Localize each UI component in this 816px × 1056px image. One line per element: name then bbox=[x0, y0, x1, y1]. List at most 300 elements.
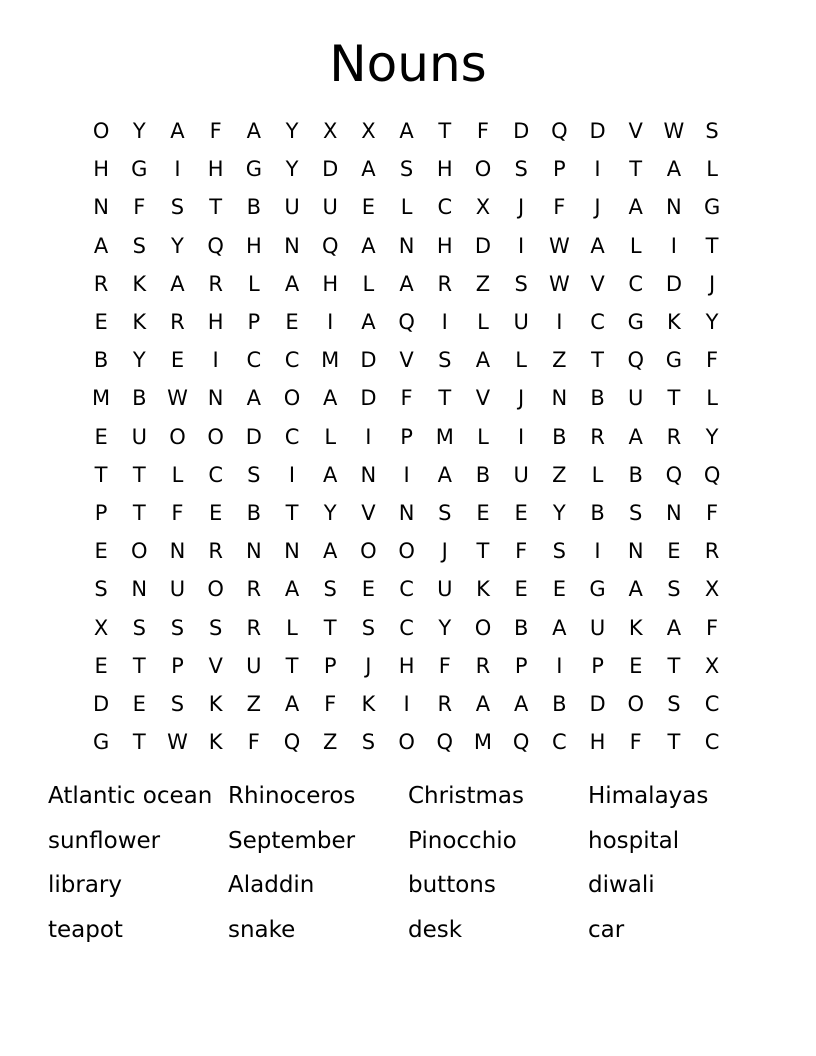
grid-letter: S bbox=[514, 157, 528, 182]
grid-letter: K bbox=[628, 615, 643, 640]
grid-letter: T bbox=[667, 653, 681, 678]
grid-letter: I bbox=[174, 157, 181, 182]
grid-letter: I bbox=[403, 691, 410, 716]
grid-letter: S bbox=[94, 577, 108, 602]
grid-letter: W bbox=[663, 119, 685, 144]
grid-letter: R bbox=[437, 271, 453, 296]
grid-letter: O bbox=[92, 119, 110, 144]
grid-letter: T bbox=[476, 539, 490, 564]
grid-letter: T bbox=[132, 500, 146, 525]
grid-letter: U bbox=[628, 386, 644, 411]
grid-letter: C bbox=[284, 424, 300, 449]
grid-letter: F bbox=[438, 653, 451, 678]
grid-letter: A bbox=[170, 119, 185, 144]
grid-letter: A bbox=[666, 157, 682, 182]
grid-letter: P bbox=[553, 157, 566, 182]
grid-letter: W bbox=[167, 386, 188, 411]
grid-letter: B bbox=[246, 500, 262, 525]
grid-letter: L bbox=[362, 271, 375, 296]
grid-letter: R bbox=[93, 271, 109, 296]
grid-letter: A bbox=[284, 691, 300, 716]
grid-letter: R bbox=[590, 424, 605, 449]
grid-letter: O bbox=[207, 577, 224, 602]
grid-letter: A bbox=[284, 271, 300, 296]
grid-letter: Y bbox=[285, 119, 299, 144]
grid-letter: E bbox=[94, 653, 108, 678]
grid-letter: E bbox=[94, 310, 108, 335]
grid-letter: C bbox=[246, 348, 262, 373]
grid-letter: S bbox=[132, 615, 146, 640]
grid-letter: T bbox=[629, 157, 643, 182]
grid-letter: M bbox=[92, 386, 111, 411]
grid-letter: Y bbox=[323, 500, 337, 525]
grid-letter: N bbox=[666, 195, 682, 220]
grid-letter: A bbox=[323, 386, 338, 411]
grid-letter: L bbox=[324, 424, 337, 449]
grid-letter: X bbox=[704, 577, 720, 602]
grid-letter: W bbox=[548, 233, 570, 258]
grid-letter: G bbox=[92, 730, 110, 755]
grid-letter: Q bbox=[703, 462, 721, 487]
grid-letter: G bbox=[665, 348, 683, 373]
grid-letter: F bbox=[706, 615, 719, 640]
grid-letter: F bbox=[706, 500, 719, 525]
grid-letter: I bbox=[594, 539, 601, 564]
grid-letter: E bbox=[361, 577, 376, 602]
grid-letter: Y bbox=[552, 500, 566, 525]
grid-letter: S bbox=[667, 577, 681, 602]
grid-letter: A bbox=[513, 691, 529, 716]
grid-letter: D bbox=[474, 233, 492, 258]
grid-letter: C bbox=[704, 730, 720, 755]
grid-letter: M bbox=[321, 348, 340, 373]
grid-letter: E bbox=[132, 691, 146, 716]
grid-letter: R bbox=[246, 577, 262, 602]
word-list-item: sunflower bbox=[48, 827, 161, 854]
grid-letter: I bbox=[327, 310, 334, 335]
grid-letter: H bbox=[589, 730, 606, 755]
grid-letter: P bbox=[94, 500, 108, 525]
grid-letter: N bbox=[666, 500, 682, 525]
grid-letter: B bbox=[590, 500, 605, 525]
grid-letter: N bbox=[245, 539, 262, 564]
grid-letter: U bbox=[437, 577, 453, 602]
grid-letter: V bbox=[208, 653, 223, 678]
grid-letter: X bbox=[323, 119, 338, 144]
grid-letter: P bbox=[591, 653, 604, 678]
grid-letter: G bbox=[131, 157, 148, 182]
grid-letter: G bbox=[703, 195, 721, 220]
grid-letter: O bbox=[360, 539, 377, 564]
word-list-item: snake bbox=[228, 917, 296, 944]
grid-letter: V bbox=[399, 348, 414, 373]
grid-letter: N bbox=[131, 577, 148, 602]
grid-letter: V bbox=[361, 500, 376, 525]
grid-letter: E bbox=[514, 500, 528, 525]
grid-letter: I bbox=[518, 233, 525, 258]
grid-letter: N bbox=[627, 539, 644, 564]
word-list-item: Himalayas bbox=[588, 783, 709, 809]
grid-letter: D bbox=[589, 119, 606, 144]
grid-letter: L bbox=[706, 386, 718, 411]
grid-letter: L bbox=[171, 462, 184, 487]
grid-letter: K bbox=[476, 577, 490, 602]
grid-letter: Y bbox=[132, 119, 146, 144]
grid-letter: P bbox=[171, 653, 184, 678]
word-list-item: buttons bbox=[408, 872, 496, 899]
grid-letter: D bbox=[360, 348, 377, 373]
grid-letter: S bbox=[323, 577, 337, 602]
grid-letter: D bbox=[93, 691, 110, 716]
grid-letter: G bbox=[627, 310, 644, 335]
grid-letter: I bbox=[594, 157, 601, 182]
grid-letter: L bbox=[400, 195, 413, 220]
grid-letter: E bbox=[170, 348, 185, 373]
grid-letter: Q bbox=[512, 730, 530, 755]
grid-letter: C bbox=[399, 577, 414, 602]
grid-letter: H bbox=[436, 233, 453, 258]
grid-letter: A bbox=[361, 233, 376, 258]
grid-letter: O bbox=[627, 691, 644, 716]
grid-letter: B bbox=[132, 386, 147, 411]
grid-letter: N bbox=[93, 195, 109, 220]
grid-letter: T bbox=[323, 615, 337, 640]
grid-letter: K bbox=[132, 310, 147, 335]
word-list-item: car bbox=[588, 917, 625, 944]
grid-letter: A bbox=[323, 539, 338, 564]
grid-letter: C bbox=[628, 271, 644, 296]
grid-letter: T bbox=[438, 119, 452, 144]
grid-letter: B bbox=[628, 462, 643, 487]
grid-letter: G bbox=[245, 157, 262, 182]
grid-letter: H bbox=[93, 157, 109, 182]
grid-letter: Q bbox=[436, 730, 454, 755]
grid-letter: N bbox=[284, 233, 300, 258]
grid-letter: X bbox=[475, 195, 491, 220]
grid-letter: B bbox=[513, 615, 529, 640]
grid-letter: N bbox=[169, 539, 186, 564]
word-list-item: Pinocchio bbox=[408, 827, 517, 854]
grid-letter: L bbox=[515, 348, 527, 373]
grid-letter: S bbox=[170, 691, 185, 716]
grid-letter: A bbox=[628, 424, 643, 449]
grid-letter: K bbox=[361, 691, 376, 716]
grid-letter: V bbox=[628, 119, 643, 144]
grid-letter: T bbox=[438, 386, 452, 411]
grid-letter: Z bbox=[246, 691, 262, 716]
grid-letter: W bbox=[167, 730, 188, 755]
word-list-item: desk bbox=[408, 917, 463, 944]
grid-letter: T bbox=[209, 195, 223, 220]
grid-letter: S bbox=[667, 691, 681, 716]
grid-letter: A bbox=[475, 691, 491, 716]
word-list bbox=[48, 774, 768, 953]
grid-letter: A bbox=[246, 386, 262, 411]
grid-letter: M bbox=[435, 424, 454, 449]
grid-letter: C bbox=[399, 615, 414, 640]
grid-letter: S bbox=[705, 119, 719, 144]
grid-letter: O bbox=[398, 539, 415, 564]
grid-letter: Q bbox=[283, 730, 301, 755]
grid-letter: H bbox=[322, 271, 339, 296]
grid-letter: F bbox=[553, 195, 566, 220]
grid-letter: E bbox=[94, 539, 108, 564]
grid-letter: U bbox=[169, 577, 186, 602]
grid-letter: A bbox=[361, 310, 376, 335]
grid-letter: A bbox=[475, 348, 491, 373]
grid-letter: D bbox=[322, 157, 339, 182]
grid-letter: O bbox=[169, 424, 186, 449]
grid-letter: E bbox=[285, 310, 299, 335]
grid-letter: A bbox=[399, 271, 414, 296]
grid-letter: R bbox=[208, 539, 223, 564]
grid-letter: L bbox=[247, 271, 260, 296]
grid-letter: F bbox=[476, 119, 490, 144]
grid-letter: L bbox=[629, 233, 642, 258]
grid-letter: R bbox=[666, 424, 682, 449]
grid-letter: Y bbox=[705, 424, 719, 449]
letter-grid bbox=[82, 112, 747, 761]
grid-letter: K bbox=[208, 691, 223, 716]
grid-letter: Z bbox=[323, 730, 338, 755]
grid-letter: O bbox=[398, 730, 415, 755]
grid-letter: A bbox=[399, 119, 414, 144]
grid-letter: E bbox=[667, 539, 681, 564]
grid-letter: E bbox=[209, 500, 223, 525]
grid-letter: Q bbox=[665, 462, 683, 487]
grid-letter: E bbox=[629, 653, 643, 678]
grid-letter: Q bbox=[398, 310, 415, 335]
grid-letter: D bbox=[665, 271, 682, 296]
grid-letter: K bbox=[208, 730, 223, 755]
grid-letter: B bbox=[552, 424, 567, 449]
grid-letter: A bbox=[628, 195, 643, 220]
grid-letter: S bbox=[247, 462, 261, 487]
grid-letter: S bbox=[361, 730, 376, 755]
grid-letter: J bbox=[441, 539, 448, 564]
grid-letter: Q bbox=[551, 119, 568, 144]
grid-letter: A bbox=[666, 615, 682, 640]
word-list-item: library bbox=[48, 872, 122, 899]
grid-letter: L bbox=[706, 157, 718, 182]
grid-letter: K bbox=[132, 271, 147, 296]
grid-letter: W bbox=[548, 271, 570, 296]
grid-letter: J bbox=[594, 195, 601, 220]
grid-letter: B bbox=[552, 691, 567, 716]
grid-letter: C bbox=[704, 691, 720, 716]
grid-letter: F bbox=[515, 539, 528, 564]
grid-letter: B bbox=[475, 462, 491, 487]
grid-letter: O bbox=[474, 615, 492, 640]
grid-letter: H bbox=[207, 310, 224, 335]
grid-letter: U bbox=[322, 195, 338, 220]
grid-letter: R bbox=[437, 691, 453, 716]
grid-letter: U bbox=[284, 195, 300, 220]
grid-letter: G bbox=[589, 577, 606, 602]
grid-letter: B bbox=[93, 348, 109, 373]
grid-letter: N bbox=[398, 233, 415, 258]
word-list-item: hospital bbox=[588, 827, 680, 854]
grid-letter: Y bbox=[132, 348, 146, 373]
grid-letter: B bbox=[246, 195, 262, 220]
grid-letter: O bbox=[283, 386, 301, 411]
grid-letter: T bbox=[667, 730, 681, 755]
grid-letter: U bbox=[589, 615, 606, 640]
grid-letter: I bbox=[670, 233, 677, 258]
grid-letter: U bbox=[513, 462, 529, 487]
grid-letter: C bbox=[552, 730, 567, 755]
grid-letter: C bbox=[284, 348, 300, 373]
grid-letter: K bbox=[667, 310, 681, 335]
grid-letter: N bbox=[207, 386, 224, 411]
grid-letter: A bbox=[323, 462, 338, 487]
word-list-item: teapot bbox=[48, 917, 123, 944]
grid-letter: A bbox=[170, 271, 185, 296]
grid-letter: E bbox=[514, 577, 528, 602]
grid-letter: I bbox=[556, 653, 563, 678]
grid-letter: F bbox=[133, 195, 146, 220]
grid-letter: T bbox=[285, 653, 299, 678]
grid-letter: A bbox=[552, 615, 567, 640]
grid-letter: A bbox=[590, 233, 605, 258]
grid-letter: N bbox=[360, 462, 377, 487]
grid-letter: X bbox=[704, 653, 720, 678]
grid-letter: P bbox=[247, 310, 261, 335]
grid-letter: N bbox=[398, 500, 415, 525]
grid-letter: A bbox=[361, 157, 376, 182]
grid-letter: T bbox=[132, 462, 146, 487]
grid-letter: Y bbox=[438, 615, 452, 640]
grid-letter: U bbox=[513, 310, 529, 335]
grid-letter: B bbox=[590, 386, 605, 411]
grid-letter: M bbox=[473, 730, 493, 755]
grid-letter: H bbox=[398, 653, 415, 678]
page-title: Nouns bbox=[329, 35, 487, 93]
grid-letter: H bbox=[207, 157, 224, 182]
grid-letter: C bbox=[590, 310, 605, 335]
grid-letter: S bbox=[438, 500, 452, 525]
grid-letter: C bbox=[437, 195, 453, 220]
word-list-item: Aladdin bbox=[228, 872, 315, 899]
grid-letter: N bbox=[551, 386, 568, 411]
grid-letter: T bbox=[94, 462, 108, 487]
grid-letter: J bbox=[518, 195, 525, 220]
grid-letter: Y bbox=[705, 310, 719, 335]
grid-letter: Y bbox=[171, 233, 184, 258]
grid-letter: L bbox=[477, 424, 489, 449]
grid-letter: Q bbox=[627, 348, 644, 373]
grid-letter: L bbox=[286, 615, 298, 640]
grid-letter: X bbox=[361, 119, 376, 144]
grid-letter: I bbox=[365, 424, 372, 449]
grid-letter: D bbox=[245, 424, 262, 449]
grid-letter: T bbox=[285, 500, 299, 525]
grid-letter: T bbox=[591, 348, 604, 373]
grid-letter: L bbox=[477, 310, 489, 335]
word-list-item: Atlantic ocean bbox=[48, 783, 213, 809]
grid-letter: F bbox=[629, 730, 642, 755]
grid-letter: I bbox=[518, 424, 525, 449]
grid-letter: T bbox=[705, 233, 719, 258]
grid-letter: S bbox=[438, 348, 452, 373]
grid-letter: R bbox=[475, 653, 491, 678]
grid-letter: U bbox=[131, 424, 147, 449]
grid-letter: I bbox=[556, 310, 563, 335]
grid-letter: E bbox=[552, 577, 566, 602]
grid-letter: R bbox=[246, 615, 262, 640]
grid-letter: J bbox=[708, 271, 716, 296]
grid-letter: I bbox=[403, 462, 410, 487]
grid-letter: S bbox=[132, 233, 146, 258]
grid-letter: X bbox=[93, 615, 109, 640]
grid-letter: Z bbox=[552, 462, 567, 487]
word-list-item: Rhinoceros bbox=[228, 783, 356, 809]
grid-letter: F bbox=[324, 691, 337, 716]
grid-letter: S bbox=[170, 195, 185, 220]
grid-letter: D bbox=[513, 119, 530, 144]
grid-letter: S bbox=[361, 615, 376, 640]
grid-letter: F bbox=[209, 119, 222, 144]
grid-letter: F bbox=[171, 500, 184, 525]
grid-letter: S bbox=[629, 500, 643, 525]
grid-letter: S bbox=[208, 615, 223, 640]
grid-letter: A bbox=[437, 462, 452, 487]
grid-letter: D bbox=[589, 691, 606, 716]
grid-letter: C bbox=[208, 462, 223, 487]
grid-letter: V bbox=[475, 386, 491, 411]
grid-letter: J bbox=[365, 653, 372, 678]
grid-letter: S bbox=[170, 615, 185, 640]
grid-letter: F bbox=[706, 348, 719, 373]
grid-letter: A bbox=[284, 577, 300, 602]
grid-letter: P bbox=[400, 424, 413, 449]
grid-letter: F bbox=[247, 730, 260, 755]
word-list-item: Christmas bbox=[408, 783, 524, 809]
grid-letter: Z bbox=[475, 271, 491, 296]
grid-letter: E bbox=[476, 500, 490, 525]
grid-letter: Y bbox=[285, 157, 299, 182]
grid-letter: E bbox=[94, 424, 108, 449]
grid-letter: I bbox=[288, 462, 296, 487]
grid-letter: Z bbox=[552, 348, 567, 373]
grid-letter: O bbox=[474, 157, 492, 182]
grid-letter: Q bbox=[321, 233, 339, 258]
grid-letter: I bbox=[212, 348, 219, 373]
grid-letter: F bbox=[400, 386, 413, 411]
grid-letter: S bbox=[399, 157, 414, 182]
grid-letter: N bbox=[284, 539, 300, 564]
grid-letter: H bbox=[436, 157, 453, 182]
grid-letter: O bbox=[131, 539, 148, 564]
grid-letter: T bbox=[667, 386, 681, 411]
grid-letter: A bbox=[93, 233, 109, 258]
grid-letter: Q bbox=[207, 233, 224, 258]
grid-letter: T bbox=[132, 730, 146, 755]
grid-letter: H bbox=[245, 233, 262, 258]
grid-letter: V bbox=[590, 271, 605, 296]
grid-letter: A bbox=[628, 577, 643, 602]
grid-letter: P bbox=[514, 653, 528, 678]
grid-letter: R bbox=[208, 271, 223, 296]
grid-letter: R bbox=[704, 539, 720, 564]
grid-letter: P bbox=[323, 653, 337, 678]
grid-letter: J bbox=[518, 386, 525, 411]
word-list-item: diwali bbox=[588, 872, 655, 899]
grid-letter: S bbox=[552, 539, 567, 564]
grid-letter: T bbox=[132, 653, 146, 678]
grid-letter: R bbox=[170, 310, 185, 335]
grid-letter: D bbox=[360, 386, 377, 411]
